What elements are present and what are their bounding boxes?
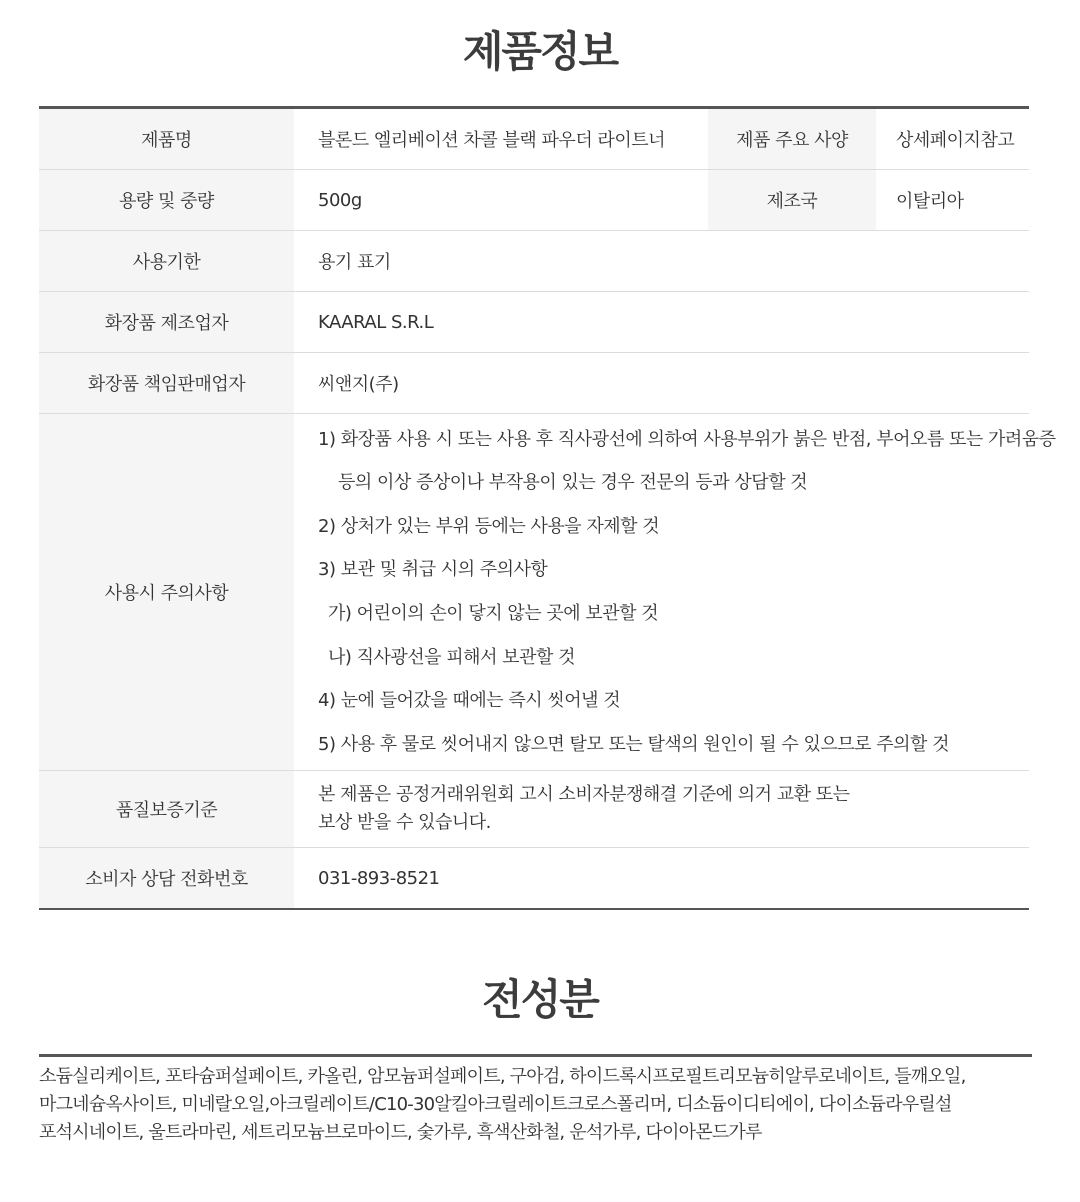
expiry-label: 사용기한 [39,231,294,292]
table-row [39,108,1029,170]
product-info-table [39,106,1056,910]
caution-line: 등의 이상 증상이나 부작용이 있는 경우 전문의 등과 상담할 것 [338,472,808,494]
caution-line: 1) 화장품 사용 시 또는 사용 후 직사광선에 의하여 사용부위가 붉은 반점, 부어오름 또는 가려움증 [318,428,1056,450]
quality-label: 품질보증기준 [39,771,294,848]
table-row [39,414,1029,771]
manufacturer-value: KAARAL S.R.L [294,292,1029,353]
caution-line: 가) 어린이의 손이 닿지 않는 곳에 보관할 것 [328,603,659,624]
ingredients-list [39,1054,1032,1147]
ingredients-line: 포석시네이트, 울트라마린, 세트리모늄브로마이드, 숯가루, 흑색산화철, 운석가루, 다이아몬드가루 [39,1122,762,1143]
table-row [39,848,1029,910]
quality-line: 본 제품은 공정거래위원회 고시 소비자분쟁해결 기준에 의거 교환 또는 [318,784,850,805]
caution-line: 5) 사용 후 물로 씻어내지 않으면 탈모 또는 탈색의 원인이 될 수 있으므로 주의할 것 [318,733,949,755]
table-row [39,231,1029,292]
country-label: 제조국 [708,170,876,231]
caution-line: 4) 눈에 들어갔을 때에는 즉시 씻어낼 것 [318,690,621,712]
table-row [39,170,1029,231]
expiry-value: 용기 표기 [294,231,1029,292]
product-name-label: 제품명 [39,108,294,170]
caution-value [294,414,1056,771]
product-spec-value: 상세페이지참고 [876,108,1029,170]
product-spec-label: 제품 주요 사양 [708,108,876,170]
quality-line: 보상 받을 수 있습니다. [318,812,491,833]
caution-line: 3) 보관 및 취급 시의 주의사항 [318,559,548,581]
product-info-title: 제품정보 [462,27,618,76]
ingredients-title: 전성분 [482,975,598,1024]
caution-label: 사용시 주의사항 [39,414,294,771]
table-row [39,292,1029,353]
phone-label: 소비자 상담 전화번호 [39,848,294,910]
country-value: 이탈리아 [876,170,1029,231]
ingredients-line: 소듐실리케이트, 포타슘퍼설페이트, 카올린, 암모늄퍼설페이트, 구아검, 하이드록시프로필트리모늄히알루로네이트, 들깨오일, [39,1066,966,1087]
manufacturer-label: 화장품 제조업자 [39,292,294,353]
volume-value: 500g [294,170,708,231]
volume-label: 용량 및 중량 [39,170,294,231]
seller-label: 화장품 책임판매업자 [39,353,294,414]
phone-value: 031-893-8521 [318,867,440,889]
table-row [39,353,1029,414]
caution-line: 나) 직사광선을 피해서 보관할 것 [328,646,575,668]
ingredients-line: 마그네슘옥사이트, 미네랄오일,아크릴레이트/C10-30알킬아크릴레이트크로스폴리머, 디소듐이디티에이, 다이소듐라우릴설 [39,1094,952,1115]
table-row [39,771,1029,848]
quality-value [294,771,1029,848]
caution-line: 2) 상처가 있는 부위 등에는 사용을 자제할 것 [318,515,660,537]
seller-value: 씨앤지(주) [294,353,1029,414]
product-name-value: 블론드 엘리베이션 차콜 블랙 파우더 라이트너 [294,108,708,170]
